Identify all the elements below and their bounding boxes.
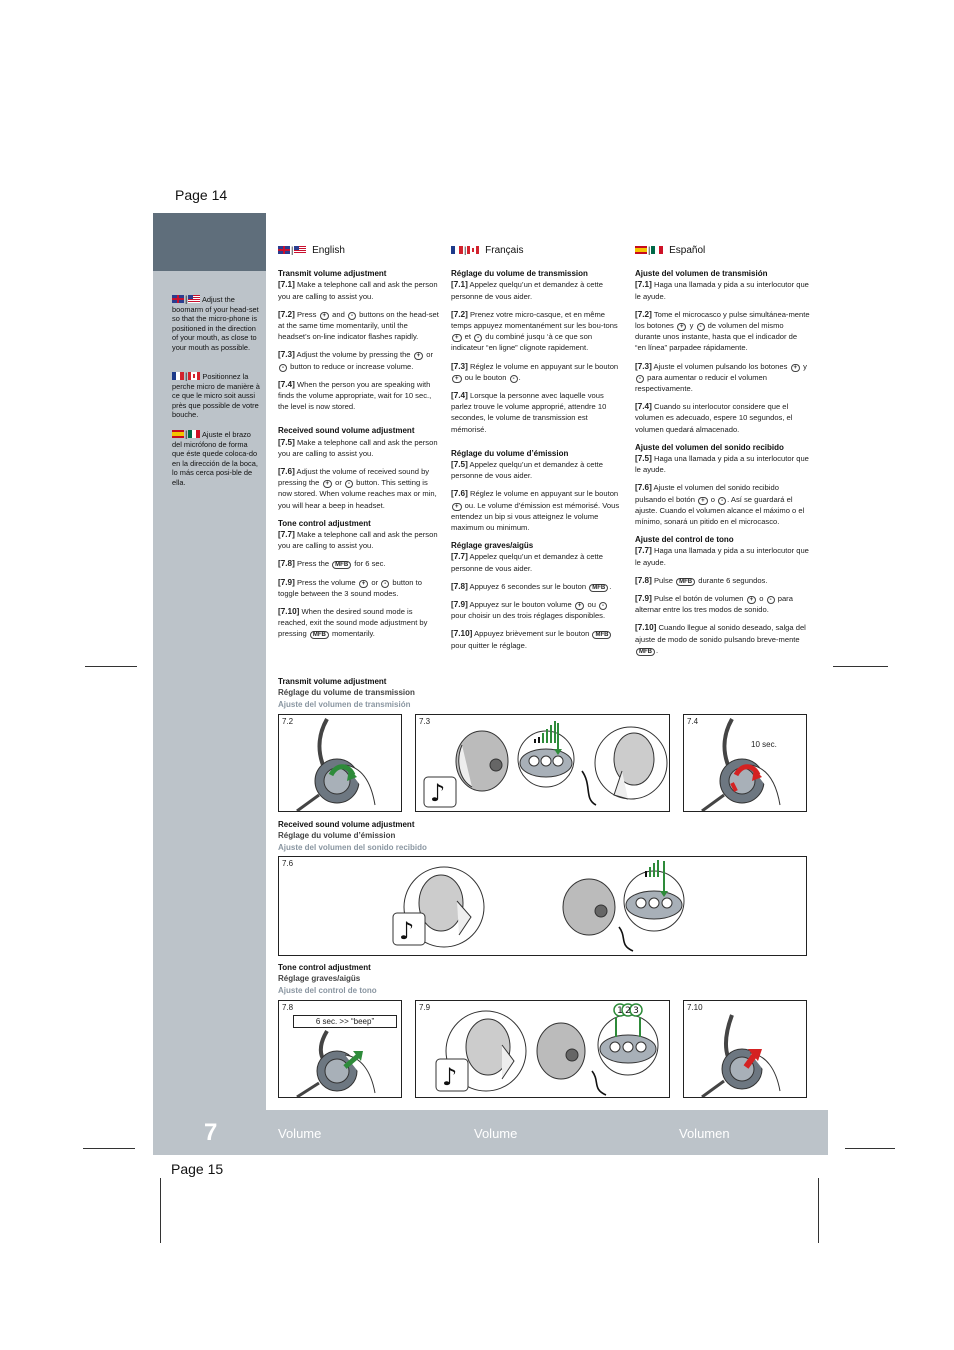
mfb-button-icon: MFB [310, 631, 329, 639]
ca-flag-icon [188, 372, 200, 380]
step: [7.3] Adjust the volume by pressing the + or - button to reduce or increase volume. [278, 350, 434, 371]
step: [7.9] Press the volume + or - button to toggle between the 3 sound modes. [278, 577, 422, 598]
mode-1-label: 1 [617, 1006, 623, 1016]
minus-button-icon: - [474, 334, 482, 342]
step: [7.2] Prenez votre micro-casque, et en même temps appuyez momentanément sur les bou-tons + et - du combiné jusqu ‘à ce que son indicateur “en ligne” clignote rapidement. [451, 309, 618, 353]
step: [7.4] When the person you are speaking with finds the volume appropriate, wait for 10 sec., the level is now stored. [278, 379, 432, 412]
column-heading: | Français [451, 245, 620, 256]
step: [7.2] Tome el microcasco y pulse simultánea-mente los botones + y - de volumen del mismo durante unos instante, hasta que el indicador de “en línea” parpadee rápidamente. [635, 309, 810, 353]
side-note-text: Ajuste el brazo del micrófono de forma que éste quede coloca-do en la dirección de la boca, lo más cerca posi-ble de ella. [172, 430, 258, 487]
figure-7-8: 7.8 6 sec. >> “beep” [278, 1000, 402, 1098]
step: [7.5] Make a telephone call and ask the person you are calling to assist you. [278, 437, 438, 458]
us-flag-icon [294, 246, 306, 254]
es-flag-icon [172, 430, 184, 438]
side-note-text: Adjust the boomarm of your head-set so that the micro-phone is positioned in the direction of your mouth, as close to your mouth as possible. [172, 295, 259, 352]
step: [7.8] Appuyez 6 secondes sur le bouton MFB . [451, 581, 612, 591]
step: [7.1] Haga una llamada y pida a su interlocutor que le ayude. [635, 280, 809, 301]
step: [7.5] Haga una llamada y pida a su interlocutor que le ayude. [635, 454, 809, 475]
tone-modes-illustration [416, 1001, 669, 1097]
step: [7.6] Adjust the volume of received sound by pressing the + or - button. This setting is now stored. When volume reaches max or min, you will hear a beep in headset. [278, 467, 437, 510]
side-note-es: | Ajuste el brazo del micrófono de forma que éste quede coloca-do en la dirección de la boca, lo más cerca posi-ble de ella. [172, 429, 258, 487]
figure-7-6: 7.6 ♪ [278, 856, 807, 956]
step: [7.10] Cuando llegue al sonido deseado, salga del ajuste de modo de sonido pulsando breve-mente MFB . [635, 623, 806, 655]
step: [7.3] Ajuste el volumen pulsando los botones + y - para aumentar o reducir el volumen respectivamente. [635, 361, 807, 394]
step: [7.1] Make a telephone call and ask the person you are calling to assist you. [278, 280, 438, 301]
step: [7.9] Appuyez sur le bouton volume + ou - pour choisir un des trois réglages disponibles. [451, 600, 606, 621]
step: [7.10] When the desired sound mode is reached, exit the sound mode adjustment by pressing MFB momentarily. [278, 607, 428, 639]
mx-flag-icon [188, 430, 200, 438]
step: [7.4] Lorsque la personne avec laquelle vous parlez trouve le volume approprié, attendre 10 secondes, le volume de transmission est mémorisé. [451, 391, 607, 434]
subheading: Ajuste del volumen del sonido recibido [635, 442, 784, 452]
fr-flag-icon [172, 372, 184, 380]
uk-flag-icon [278, 246, 290, 254]
band-title-en: Volume [278, 1126, 322, 1141]
step: [7.7] Make a telephone call and ask the person you are calling to assist you. [278, 530, 438, 551]
subheading: Received sound volume adjustment [278, 426, 415, 436]
band-title-es: Volumen [679, 1126, 730, 1141]
language-name: Français [485, 245, 524, 256]
headset-hand-illustration [684, 1001, 806, 1097]
chapter-band [266, 1110, 828, 1155]
subheading: Ajuste del volumen de transmisión [635, 269, 768, 279]
minus-button-icon: - [279, 364, 287, 372]
column-english [278, 245, 441, 647]
uk-flag-icon [172, 295, 184, 303]
received-volume-illustration [279, 857, 806, 955]
column-heading: | Español [635, 245, 810, 256]
plus-button-icon: + [698, 497, 708, 505]
headset-hand-illustration [279, 715, 401, 811]
crop-mark [85, 666, 137, 667]
crop-mark [83, 1148, 135, 1149]
sidebar-header-block [153, 213, 266, 271]
step: [7.7] Appelez quelqu’un et demandez à cette personne de vous aider. [451, 552, 603, 573]
plus-button-icon: + [359, 580, 369, 588]
figure-7-4: 7.4 10 sec. [683, 714, 807, 812]
page-number-bottom: Page 15 [171, 1161, 224, 1177]
column-spanish [635, 245, 810, 663]
minus-button-icon: - [345, 480, 353, 488]
ten-seconds-label: 10 sec. [751, 740, 777, 749]
step: [7.8] Press the MFB for 6 sec. [278, 559, 386, 569]
plus-button-icon: + [323, 480, 333, 488]
ca-flag-icon [467, 246, 479, 254]
fr-flag-icon [451, 246, 463, 254]
side-note-en: | Adjust the boomarm of your head-set so that the micro-phone is positioned in the direction of your mouth, as close to your mouth as possible. [172, 294, 259, 352]
minus-button-icon: - [348, 312, 356, 320]
plus-button-icon: + [677, 323, 687, 331]
figure-7-9: 7.9 ♪ 1 2 3 [415, 1000, 670, 1098]
step: [7.6] Réglez le volume en appuyant sur le bouton + ou. Le volume d’émission est mémorisé. Vous entendez un bip si vous atteignez le volume maximum ou minimum. [451, 489, 620, 533]
six-seconds-beep-label: 6 sec. >> “beep” [293, 1015, 397, 1028]
step: [7.1] Appelez quelqu’un et demandez à cette personne de vous aider. [451, 280, 603, 301]
mfb-button-icon: MFB [589, 584, 608, 592]
band-title-fr: Volume [474, 1126, 518, 1141]
figure-7-3: 7.3 ♪ [415, 714, 670, 812]
mode-3-label: 3 [633, 1006, 639, 1016]
step: [7.9] Pulse el botón de volumen + o - para alternar entre los tres modos de sonido. [635, 594, 793, 615]
side-note-text: Positionnez la perche micro de manière à ce que le micro soit aussi près que possible de votre bouche. [172, 372, 260, 420]
mfb-button-icon: MFB [592, 631, 611, 639]
plus-button-icon: + [414, 352, 424, 360]
step: [7.4] Cuando su interlocutor considere que el volumen es adecuado, espere 10 segundos, el volumen quedará almacenado. [635, 402, 793, 434]
svg-text:♪: ♪ [442, 1063, 458, 1091]
step: [7.5] Appelez quelqu’un et demandez à cette personne de vous aider. [451, 460, 603, 481]
subheading: Réglage du volume de transmission [451, 269, 588, 279]
chapter-number: 7 [204, 1119, 218, 1146]
subheading: Ajuste del control de tono [635, 535, 734, 545]
crop-mark [845, 1148, 895, 1149]
minus-button-icon: - [767, 596, 775, 604]
step: [7.8] Pulse MFB durante 6 segundos. [635, 575, 768, 585]
mfb-button-icon: MFB [636, 648, 655, 656]
subheading: Tone control adjustment [278, 518, 371, 528]
language-name: Español [669, 245, 706, 256]
svg-text:♪: ♪ [430, 779, 446, 807]
minus-button-icon: - [599, 602, 607, 610]
us-flag-icon [188, 295, 200, 303]
figure-7-10: 7.10 [683, 1000, 807, 1098]
column-heading: | English [278, 245, 441, 256]
section-title-tone: Tone control adjustment Réglage graves/aigüs Ajuste del control de tono [278, 963, 377, 995]
mfb-button-icon: MFB [676, 578, 695, 586]
plus-button-icon: + [452, 375, 462, 383]
step: [7.6] Ajuste el volumen del sonido recibido pulsando el botón + o - . Así se guardará el ajuste. Cuando el volumen alcance el máximo o el mínimo, sonará un pitido en el microcasco. [635, 483, 805, 527]
plus-button-icon: + [452, 334, 462, 342]
section-title-transmit: Transmit volume adjustment Réglage du volume de transmission Ajuste del volumen de transmisión [278, 677, 415, 709]
mode-2-label: 2 [625, 1006, 631, 1016]
crop-mark [818, 1178, 819, 1243]
subheading: Transmit volume adjustment [278, 269, 387, 279]
column-french [451, 245, 620, 658]
plus-button-icon: + [747, 596, 757, 604]
section-title-received: Received sound volume adjustment Réglage du volume d’émission Ajuste del volumen del sonido recibido [278, 820, 427, 852]
phone-call-illustration [416, 715, 669, 811]
figure-7-2: 7.2 [278, 714, 402, 812]
step: [7.3] Réglez le volume en appuyant sur le bouton + ou le bouton - . [451, 361, 619, 382]
svg-text:♪: ♪ [399, 917, 415, 945]
mode-marks [614, 1004, 642, 1016]
subheading: Réglage graves/aigüs [451, 541, 534, 551]
step: [7.10] Appuyez brièvement sur le bouton MFB pour quitter le réglage. [451, 628, 620, 650]
headset-hand-illustration [684, 715, 806, 811]
plus-button-icon: + [320, 312, 330, 320]
minus-button-icon: - [381, 580, 389, 588]
page-number-top: Page 14 [175, 187, 228, 203]
plus-button-icon: + [575, 602, 585, 610]
step: [7.2] Press + and - buttons on the head-set at the same time momentarily, until the headset’s on-line indicator flashes rapidly. [278, 309, 439, 342]
minus-button-icon: - [636, 375, 644, 383]
crop-mark [160, 1178, 161, 1243]
minus-button-icon: - [697, 323, 705, 331]
language-name: English [312, 245, 345, 256]
minus-button-icon: - [718, 497, 726, 505]
plus-button-icon: + [791, 364, 801, 372]
subheading: Réglage du volume d’émission [451, 448, 569, 458]
plus-button-icon: + [452, 503, 462, 511]
step: [7.7] Haga una llamada y pida a su interlocutor que le ayude. [635, 546, 809, 567]
crop-mark [833, 666, 888, 667]
mfb-button-icon: MFB [332, 561, 351, 569]
es-flag-icon [635, 246, 647, 254]
mx-flag-icon [651, 246, 663, 254]
minus-button-icon: - [510, 375, 518, 383]
side-note-fr: | Positionnez la perche micro de manière à ce que le micro soit aussi près que possible de votre bouche. [172, 371, 260, 420]
